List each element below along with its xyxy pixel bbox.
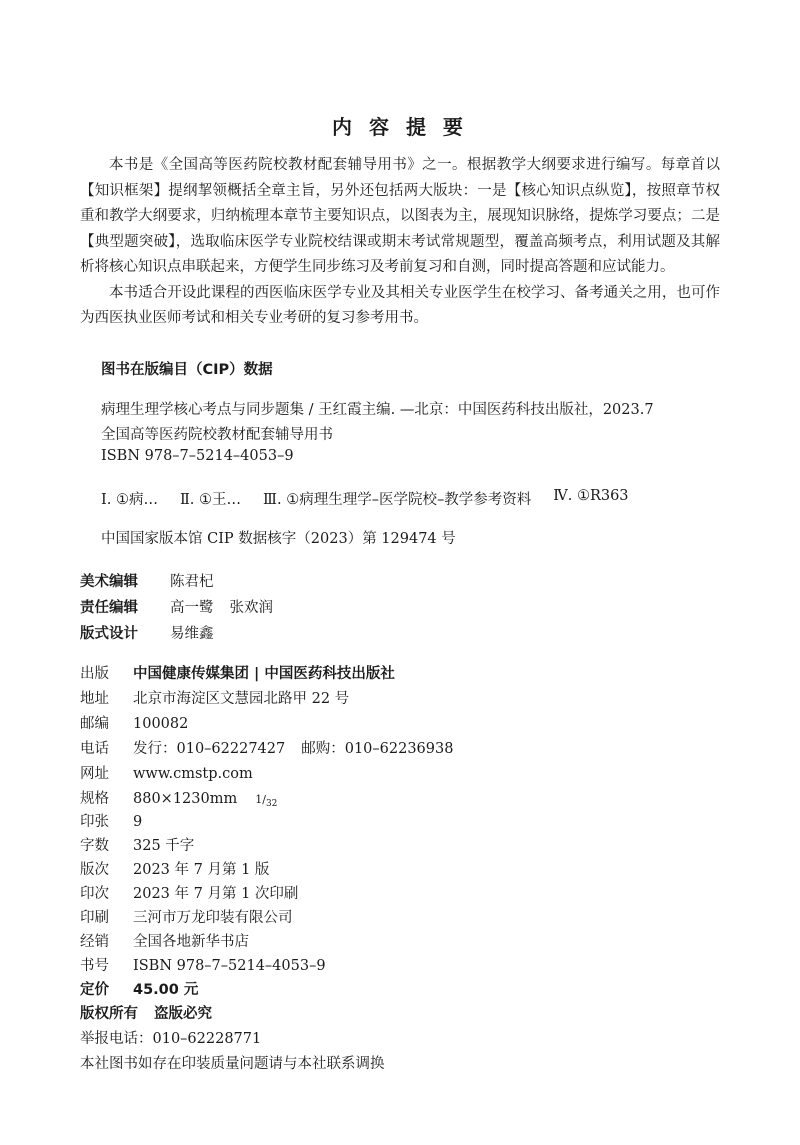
pub-label: 定价 <box>80 982 109 998</box>
pub-price <box>80 978 198 999</box>
pub-words <box>80 834 194 855</box>
staff-art-editor <box>80 570 214 591</box>
pub-value: 45.00 元 <box>133 982 199 998</box>
pub-value: 2023 年 7 月第 1 版 <box>133 862 270 878</box>
staff-name: 张欢润 <box>229 600 273 616</box>
pub-sheets <box>80 810 142 831</box>
rights-label: 版权所有 <box>80 1006 138 1022</box>
pub-value: 325 千字 <box>133 838 195 854</box>
pub-publisher <box>80 662 395 683</box>
publisher-group: 中国健康传媒集团 <box>133 666 249 682</box>
pub-value: 880×1230mm <box>133 791 238 807</box>
staff-name: 陈君杞 <box>170 574 214 590</box>
pub-label: 地址 <box>80 691 109 707</box>
pub-postcode <box>80 712 188 733</box>
publisher-press: 中国医药科技出版社 <box>264 666 395 682</box>
cip-class-item: Ⅲ. ①病理生理学–医学院校–教学参考资料 <box>263 492 532 508</box>
cip-class-item: Ⅱ. ①王… <box>179 492 242 508</box>
staff-label: 责任编辑 <box>80 600 138 616</box>
pub-label: 经销 <box>80 934 109 950</box>
pub-printer <box>80 906 293 927</box>
staff-name: 高一鹭 <box>170 600 214 616</box>
pub-label: 印张 <box>80 814 109 830</box>
cip-series-line: 全国高等医药院校教材配套辅导用书 <box>101 427 333 443</box>
publisher-separator: | <box>249 666 265 682</box>
pub-label: 电话 <box>80 741 109 757</box>
rights-value: 盗版必究 <box>154 1006 212 1022</box>
format-fraction: $1/_{32}$ <box>255 793 278 810</box>
pub-value: 9 <box>133 814 143 830</box>
phone-issue: 发行：010–62227427 <box>133 741 286 757</box>
pub-value: 全国各地新华书店 <box>133 934 249 950</box>
pub-label: 规格 <box>80 791 109 807</box>
staff-label: 美术编辑 <box>80 574 138 590</box>
pub-value: 2023 年 7 月第 1 次印刷 <box>133 886 299 902</box>
pub-label: 版次 <box>80 862 109 878</box>
cip-record: 中国国家版本馆 CIP 数据核字（2023）第 129474 号 <box>101 531 456 547</box>
pub-value: 北京市海淀区文慧园北路甲 22 号 <box>133 691 350 707</box>
staff-name: 易维鑫 <box>170 626 214 642</box>
staff-label: 版式设计 <box>80 626 138 642</box>
page-title: 内 容 提 要 <box>332 115 468 139</box>
staff-layout <box>80 622 214 643</box>
pub-label: 出版 <box>80 666 109 682</box>
pub-address <box>80 687 349 708</box>
pub-printing <box>80 882 298 903</box>
cip-classification <box>101 488 629 509</box>
pub-label: 网址 <box>80 766 109 782</box>
pub-label: 字数 <box>80 838 109 854</box>
pub-label: 邮编 <box>80 716 109 732</box>
pub-book-number <box>80 954 326 975</box>
abstract-paragraph: 本书是《全国高等医药院校教材配套辅导用书》之一。根据教学大纲要求进行编写。每章首以【知识框架】提纲挈领概括全章主旨，另外还包括两大版块：一是【核心知识点纵览】，按照章节权重和教学大纲要求，归纳梳理本章节主要知识点，以图表为主，展现知识脉络，提炼学习要点；二是【典型题突破】，选取临床医学专业院校结课或期末考试常规题型，覆盖高频考点，利用试题及其解析将核心知识点串联起来，方便学生同步练习及考前复习和自测，同时提高答题和应试能力。 <box>80 157 720 275</box>
pub-label: 印次 <box>80 886 109 902</box>
quality-notice: 本社图书如存在印装质量问题请与本社联系调换 <box>80 1056 385 1072</box>
pub-distributor <box>80 930 249 951</box>
pub-edition <box>80 858 269 879</box>
cip-isbn: ISBN 978–7–5214–4053–9 <box>101 448 294 464</box>
cip-title-line: 病理生理学核心考点与同步题集 / 王红霞主编. —北京：中国医药科技出版社，2023.7 <box>101 402 654 418</box>
pub-label: 印刷 <box>80 910 109 926</box>
abstract <box>80 153 720 332</box>
rights-line <box>80 1002 212 1023</box>
staff-chief-editor <box>80 596 273 617</box>
cip-heading: 图书在版编目（CIP）数据 <box>101 362 273 378</box>
pub-format <box>80 787 277 809</box>
report-phone: 举报电话：010–62228771 <box>80 1031 262 1047</box>
phone-mail: 邮购：010–62236938 <box>301 741 454 757</box>
cip-class-item: Ⅳ. ①R363 <box>553 488 629 504</box>
pub-value: www.cmstp.com <box>133 766 253 782</box>
abstract-paragraph: 本书适合开设此课程的西医临床医学专业及其相关专业医学生在校学习、备考通关之用，也可作为西医执业医师考试和相关专业考研的复习参考用书。 <box>80 284 720 326</box>
pub-value: 三河市万龙印装有限公司 <box>133 910 293 926</box>
pub-value: 100082 <box>133 716 189 732</box>
pub-website <box>80 762 253 783</box>
cip-class-item: Ⅰ. ①病… <box>101 492 158 508</box>
pub-value: ISBN 978–7–5214–4053–9 <box>133 958 326 974</box>
pub-phone <box>80 737 453 758</box>
pub-label: 书号 <box>80 958 109 974</box>
